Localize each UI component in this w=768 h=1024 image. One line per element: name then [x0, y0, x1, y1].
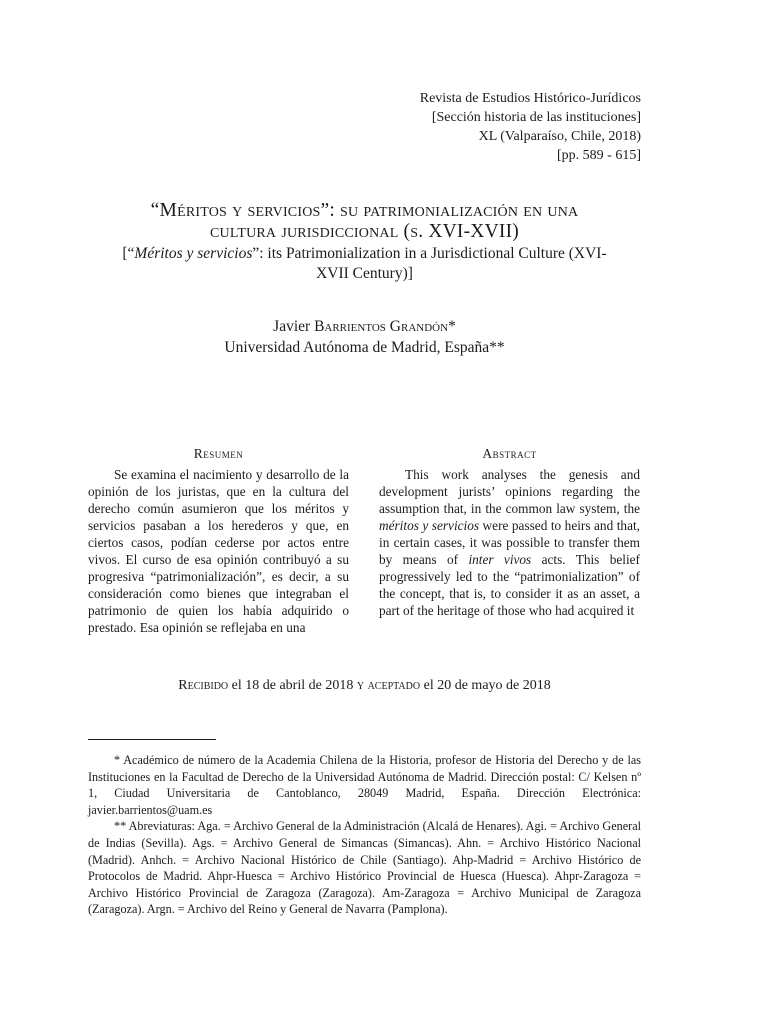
footnotes: [88, 752, 641, 918]
footnote-2: ** Abreviaturas: Aga. = Archivo General de la Administración (Alcalá de Henares). Agi. = Archivo General de Indias (Sevilla). Ags. = Archivo General de Simancas (Simancas). Ahn. = Archivo Histórico Nacional (Madrid). Anhch. = Archivo Nacional Histórico de Chile (Santiago). Ahp-Madrid = Archivo Histórico de Protocolos de Madrid. Ahpr-Huesca = Archivo Histórico Provincial de Huesca (Huesca). Ahpr-Zaragoza = Archivo Histórico Provincial de Zaragoza (Zaragoza). Am-Zaragoza = Archivo Municipal de Zaragoza (Zaragoza). Argn. = Archivo del Reino y General de Navarra (Pamplona).: [88, 819, 641, 917]
title-line-2: cultura jurisdiccional (s. XVI-XVII): [210, 221, 519, 242]
title-en-line-2: XVII Century)]: [316, 265, 413, 282]
article-title: [88, 200, 641, 242]
title-en-italic: Méritos y servicios: [134, 245, 253, 262]
abstract-italic-1: méritos y servicios: [379, 518, 480, 533]
abstract-column: [379, 446, 640, 619]
journal-header: [420, 89, 641, 165]
author-surname: Barrientos Grandón: [314, 318, 449, 335]
resumen-text: Se examina el nacimiento y desarrollo de la opinión de los juristas, que en la cultura del derecho común asumieron que los méritos y servicios pasaban a los herederos y que, en ciertos casos, podían cederse por actos entre vivos. El curso de esa opinión contribuyó a su progresiva “patrimonialización”, es decir, a su consideración como bienes que integraban el patrimonio de quien los había adquirido o prestado. Esa opinión se reflejaba en una: [88, 467, 349, 635]
paper-page: [88, 0, 641, 1024]
title-line-1: “Méritos y servicios”: su patrimonialización en una: [150, 200, 579, 221]
author-affiliation: Universidad Autónoma de Madrid, España**: [224, 339, 505, 356]
received-accepted-line: Recibido el 18 de abril de 2018 y aceptado el 20 de mayo de 2018: [178, 678, 551, 693]
journal-pages: [pp. 589 - 615]: [557, 148, 641, 163]
abstract-italic-2: inter vivos: [468, 552, 532, 567]
resumen-heading: Resumen: [193, 446, 244, 461]
footnote-1: * Académico de número de la Academia Chilena de la Historia, profesor de Historia del Derecho y de las Instituciones en la Facultad de Derecho de la Universidad Autónoma de Madrid. Dirección postal: C/ Kelsen nº 1, Ciudad Universitaria de Cantoblanco, 28049 Madrid, España. Dirección Electrónica: javier.barrientos@uam.es: [88, 753, 641, 817]
title-en-line-1: [“Méritos y servicios”: its Patrimonialization in a Jurisdictional Culture (XVI-: [122, 245, 607, 262]
author-name: Javier Barrientos Grandón*: [273, 318, 456, 335]
footnote-divider: [88, 739, 216, 740]
article-title-english: [88, 244, 641, 284]
journal-section: [Sección historia de las instituciones]: [431, 110, 641, 125]
journal-volume: XL (Valparaíso, Chile, 2018): [478, 129, 641, 144]
resumen-column: [88, 446, 349, 636]
received-label: Recibido: [178, 678, 229, 693]
abstract-text: This work analyses the genesis and development jurists’ opinions regarding the assumption that, in the common law system, the méritos y servicios were passed to heirs and that, in certain cases, it was possible to transfer them by means of inter vivos acts. This belief progressively led to the “patrimonialization” of the concept, that is, to consider it as an asset, a part of the heritage of those who had acquired it: [379, 467, 640, 618]
author-block: [88, 316, 641, 358]
journal-name: Revista de Estudios Histórico-Jurídicos: [419, 91, 641, 106]
accepted-label: aceptado: [364, 678, 421, 693]
abstract-heading: Abstract: [482, 446, 537, 461]
